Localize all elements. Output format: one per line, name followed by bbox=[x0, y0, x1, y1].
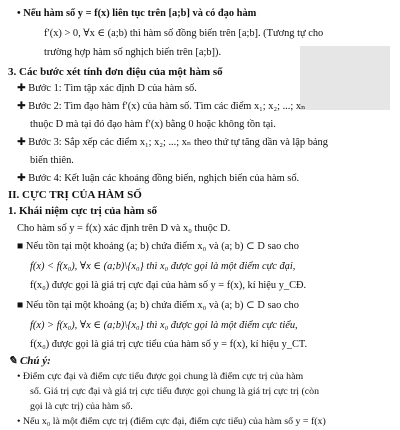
text-line: gọi là cực trị) của hàm số. bbox=[30, 401, 133, 412]
text-line: Cho hàm số y = f(x) xác định trên D và x₀ thuộc D. bbox=[17, 223, 231, 234]
section-heading: 1. Khái niệm cực trị của hàm số bbox=[8, 205, 157, 217]
text-line: số. Giá trị cực đại và giá trị cực tiểu được gọi chung là giá trị cực trị (còn bbox=[30, 386, 320, 397]
note-line: • Điểm cực đại và điểm cực tiểu được gọi chung là điểm cực trị của hàm bbox=[17, 371, 304, 382]
section-heading: 3. Các bước xét tính đơn điệu của một hàm số bbox=[8, 66, 223, 78]
definition-line: ■ Nếu tồn tại một khoảng (a; b) chứa điểm x₀ và (a; b) ⊂ D sao cho bbox=[17, 241, 299, 252]
text-line: biến thiên. bbox=[30, 155, 74, 166]
chapter-heading: II. CỰC TRỊ CỦA HÀM SỐ bbox=[8, 189, 142, 201]
text-line: trường hợp hàm số nghịch biến trên [a;b]). bbox=[44, 47, 222, 58]
text-line: f(x) > f(x₀), ∀x ∈ (a;b)\{x₀} thì x₀ được gọi là một điểm cực tiểu, bbox=[30, 320, 298, 331]
text-line: • Nếu hàm số y = f(x) liên tục trên [a;b] và có đạo hàm bbox=[17, 8, 257, 19]
text-line: f(x) < f(x₀), ∀x ∈ (a;b)\{x₀} thì x₀ được gọi là một điểm cực đại, bbox=[30, 261, 296, 272]
text-line: f(x₀) được gọi là giá trị cực đại của hàm số y = f(x), kí hiệu y_CĐ. bbox=[30, 280, 307, 291]
step-line: ✚ Bước 2: Tìm đạo hàm f′(x) của hàm số. Tìm các điểm x₁; x₂; ...; xₙ bbox=[17, 101, 306, 112]
text-line: f′(x) > 0, ∀x ∈ (a;b) thì hàm số đồng biến trên [a;b]. (Tương tự cho bbox=[44, 28, 324, 39]
text-line: thuộc D mà tại đó đạo hàm f′(x) bằng 0 hoặc không tồn tại. bbox=[30, 119, 276, 130]
step-line: ✚ Bước 3: Sắp xếp các điểm x₁; x₂; ...; xₙ theo thứ tự tăng dần và lập bảng bbox=[17, 137, 328, 148]
step-line: ✚ Bước 4: Kết luận các khoảng đồng biến, nghịch biến của hàm số. bbox=[17, 173, 300, 184]
note-line: • Nếu x₀ là một điểm cực trị (điểm cực đại, điểm cực tiểu) của hàm số y = f(x) bbox=[17, 416, 326, 427]
definition-line: ■ Nếu tồn tại một khoảng (a; b) chứa điểm x₀ và (a; b) ⊂ D sao cho bbox=[17, 300, 299, 311]
text-line: f(x₀) được gọi là giá trị cực tiểu của hàm số y = f(x), kí hiệu y_CT. bbox=[30, 339, 308, 350]
note-heading: ✎ Chú ý: bbox=[8, 355, 51, 367]
step-line: ✚ Bước 1: Tìm tập xác định D của hàm số. bbox=[17, 83, 197, 94]
